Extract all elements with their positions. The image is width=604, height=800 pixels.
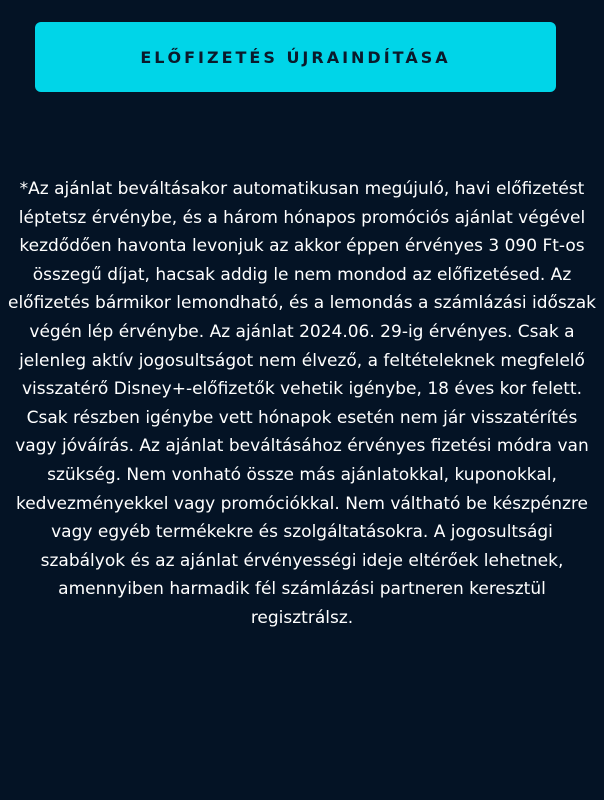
offer-disclaimer-text: *Az ajánlat beváltásakor automatikusan megújuló, havi előfizetést léptetsz érvénybe, és a három hónapos promóciós ajánlat végével kezdődően havonta levonjuk az akkor éppen érvényes 3 090 Ft-os összegű díjat, hacsak addig le nem mondod az előfizetésed. Az előfizetés bármikor lemondható, és a lemondás a számlázási időszak végén lép érvénybe. Az ajánlat 2024.06. 29-ig érvényes. Csak a jelenleg aktív jogosultságot nem élvező, a feltételeknek megfelelő visszatérő Disney+-előfizetők vehetik igénybe, 18 éves kor felett. Csak részben igénybe vett hónapok esetén nem jár visszatérítés vagy jóváírás. Az ajánlat beváltásához érvényes fizetési módra van szükség. Nem vonható össze más ajánlatokkal, kuponokkal, kedvezményekkel vagy promóciókkal. Nem váltható be készpénzre vagy egyéb termékekre és szolgáltatásokra. A jogosultsági szabályok és az ajánlat érvényességi ideje eltérőek lehetnek, amennyiben harmadik fél számlázási partneren keresztül regisztrálsz. xyxy=(8,179,596,628)
restart-subscription-button[interactable] xyxy=(35,22,556,92)
restart-subscription-label: ELŐFIZETÉS ÚJRAINDÍTÁSA xyxy=(140,47,451,67)
